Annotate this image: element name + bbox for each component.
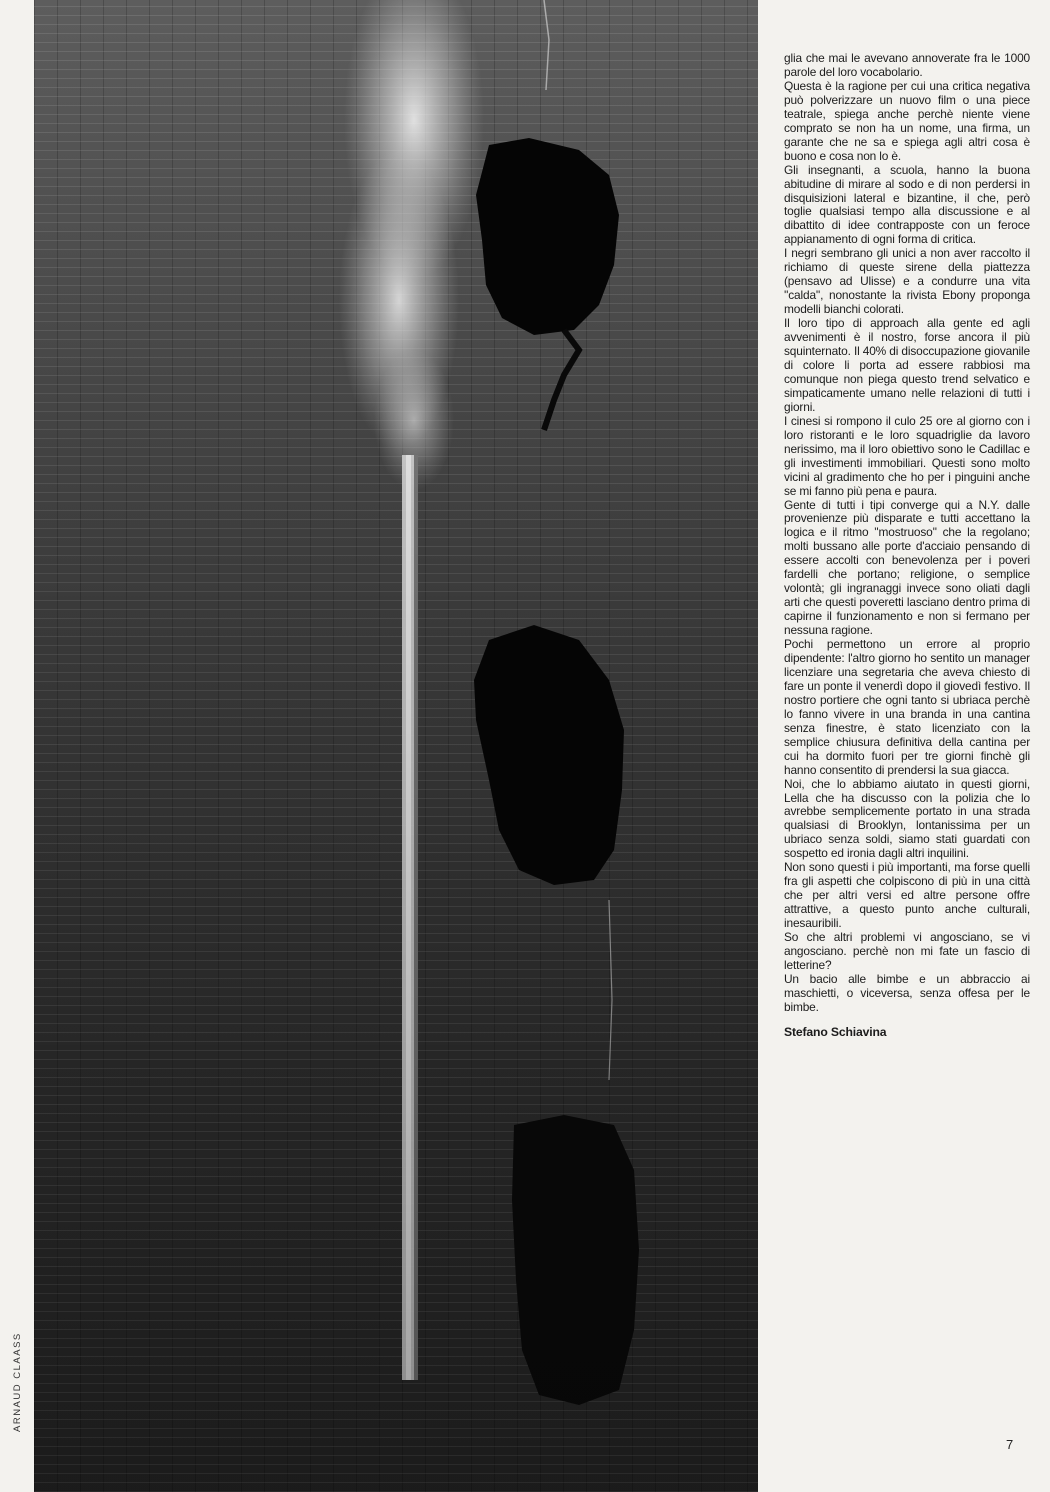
page-number: 7 [1006,1437,1014,1452]
article-paragraph: Non sono questi i più importanti, ma forse quelli fra gli aspetti che colpiscono di più in una città che per altri versi ed altre persone offre attrattive, a questo punto anche culturali, inesauribili. [784,860,1030,931]
article-paragraph: Il loro tipo di approach alla gente ed agli avvenimenti è il nostro, forse ancora il più squinternato. Il 40% di disoccupazione giovanile di colore li porta ad essere rabbiosi ma comunque non piega questo trend selvatico e simpaticamente umano nelle relazioni di tutti i giorni. [784,316,1030,414]
article-paragraph: So che altri problemi vi angosciano, se vi angosciano. perchè non mi fate un fascio di letterine? [784,930,1030,972]
article-paragraph: glia che mai le avevano annoverate fra le 1000 parole del loro vocabolario. [784,51,1030,79]
author-signature: Stefano Schiavina [784,1024,887,1039]
article-paragraph: Questa è la ragione per cui una critica negativa può polverizzare un nuovo film o una piece teatrale, spiega anche perchè niente viene comprato se non ha un nome, una firma, un garante che ne sa e spiega agli altri cosa è buono e cosa non lo è. [784,78,1030,163]
article-paragraph: Pochi permettono un errore al proprio dipendente: l'altro giorno ho sentito un manager licenziare una segretaria che aveva chiesto di fare un ponte il venerdì dopo il giovedì festivo. Il nostro portiere che ogni tanto si ubriaca perchè lo fanno vivere in una branda in una cantina senza finestre, è stato licenziato con la semplice chiusura definitiva della cantina per cui ha dormito fuori per tre giorni finchè gli hanno consentito di prendersi la sua giacca. [784,637,1030,777]
article-paragraph: I cinesi si rompono il culo 25 ore al giorno con i loro ristoranti e le loro squadriglie da lavoro nerissimo, ma il loro obiettivo sono le Cadillac e gli investimenti immobiliari. Questi sono molto vicini al gradimento che ho per i pinguini anche se mi fanno più pena e paura. [784,413,1030,498]
article-paragraph: Un bacio alle bimbe e un abbraccio ai maschietti, o viceversa, senza offesa per le bimbe. [784,971,1030,1014]
article-paragraph: Gli insegnanti, a scuola, hanno la buona abitudine di mirare al sodo e di non perdersi in disquisizioni lateral e bizantine, il che, però toglie qualsiasi tempo alla discussione e al dibattito di idee contrapposte con un feroce appianamento di ogni forma di critica. [784,162,1030,247]
article-paragraph: Noi, che lo abbiamo aiutato in questi giorni, Lella che ha discusso con la polizia che lo avrebbe semplicemente portato in una strada qualsiasi di Brooklyn, lontanissima per un ubriaco senza soldi, siamo stati guardati con sospetto ed ironia dagli altri inquilini. [784,776,1030,861]
photo-credit: ARNAUD CLAASS [12,1332,23,1432]
article-paragraph: Gente di tutti i tipi converge qui a N.Y. dalle provenienze più disparate e tutti accettano la logica e il ritmo ''mostruoso'' che la regolano; molti bussano alle porte d'acciaio pensando di essere accolti con benevolenza per i poveri fardelli che portano; religione, o semplice volontà; gli ingranaggi invece sono oliati dagli arti che questi poveretti lasciano dentro prima di capirne il funzionamento e non si fermano per nessuna ragione. [784,497,1030,638]
article-paragraph: I negri sembrano gli unici a non aver raccolto il richiamo di queste sirene della piattezza (pensavo ad Ulisse) e a condurre una vita ''calda'', nonostante la rivista Ebony proponga modelli bianchi colorati. [784,246,1030,317]
article-column [784,52,1030,1040]
brick-wall-photograph [34,0,758,1492]
photo-artwork [34,0,758,1492]
